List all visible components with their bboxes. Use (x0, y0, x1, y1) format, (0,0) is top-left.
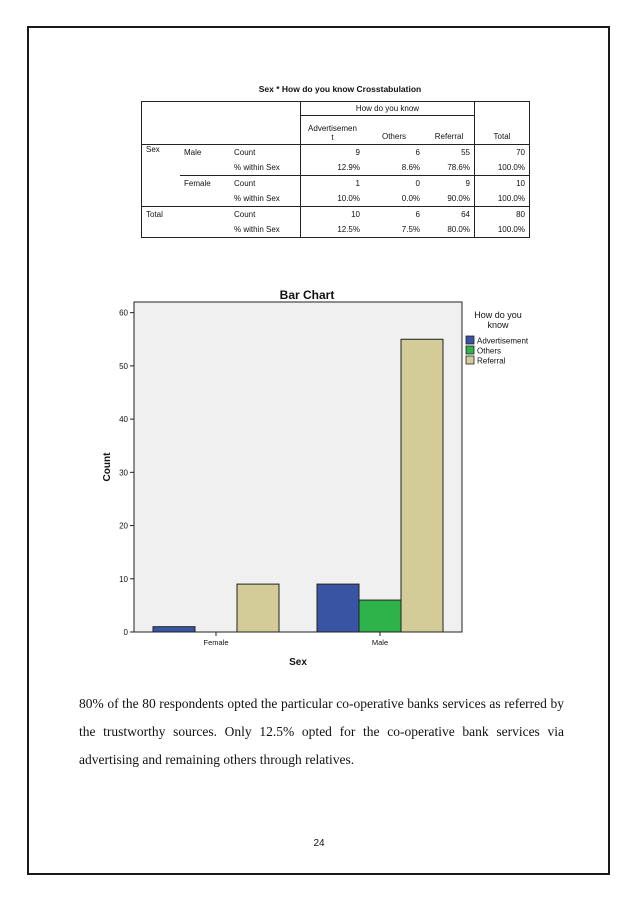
table-cell: 10 (301, 207, 365, 223)
legend-swatch (466, 346, 474, 354)
legend-title-line2: know (487, 320, 509, 330)
col-header-total: Total (475, 102, 530, 145)
col-header-advertisement: Advertisemen t (301, 116, 365, 145)
legend (466, 310, 529, 366)
crosstab-title: Sex * How do you know Crosstabulation (258, 84, 422, 94)
table-cell: 70 (475, 145, 530, 161)
table-cell: 0.0% (401, 194, 420, 203)
row-label-sex: Sex (142, 145, 181, 207)
page-number: 24 (313, 838, 325, 849)
bar (401, 339, 443, 632)
y-tick-label: 40 (119, 415, 128, 425)
x-tick-label: Female (203, 638, 229, 647)
body-paragraph: 80% of the 80 respondents opted the particular co-operative banks services as referred by the trustworthy sources. Only 12.5% opted for the co-operative bank services via advertising and remaining others through relatives. (79, 696, 564, 767)
table-cell: 12.5% (301, 222, 365, 238)
y-axis-label: Count (102, 452, 113, 482)
table-cell: 6 (415, 148, 420, 157)
bar (153, 627, 195, 632)
y-tick-label: 20 (119, 521, 128, 531)
table-cell: 1 (301, 176, 365, 192)
stat-label: Count (230, 176, 301, 192)
row-label-female: Female (180, 176, 230, 192)
y-tick-label: 50 (119, 361, 128, 371)
stat-label: % within Sex (234, 163, 280, 172)
table-cell: 9 (301, 145, 365, 161)
legend-label: Others (477, 346, 502, 356)
x-axis-label: Sex (289, 657, 307, 668)
bar (237, 584, 279, 632)
table-cell: 9 (424, 176, 475, 192)
y-tick-label: 30 (119, 468, 128, 478)
stat-label: % within Sex (234, 194, 280, 203)
table-cell: 80.0% (424, 222, 475, 238)
table-cell: 7.5% (364, 222, 424, 238)
stat-label: Count (234, 148, 256, 157)
table-cell: 10.0% (301, 191, 365, 207)
col-header-referral: Referral (424, 116, 475, 145)
table-cell: 80 (475, 207, 530, 223)
bar-chart (96, 284, 546, 674)
stat-label: Count (230, 207, 301, 223)
table-cell: 55 (424, 145, 475, 161)
table-cell: 64 (424, 207, 475, 223)
table-cell: 100.0% (475, 222, 530, 238)
table-cell: 6 (364, 207, 424, 223)
legend-label: Referral (477, 356, 506, 366)
crosstab-table (141, 101, 530, 238)
table-cell: 12.9% (301, 160, 365, 176)
legend-swatch (466, 336, 474, 344)
table-cell: 8.6% (401, 163, 420, 172)
table-cell: 100.0% (475, 160, 530, 176)
bar (359, 600, 401, 632)
y-tick-label: 0 (123, 628, 128, 637)
table-cell: 100.0% (475, 191, 530, 207)
bar (317, 584, 359, 632)
col-header-others: Others (364, 116, 424, 145)
y-axis (119, 309, 134, 637)
table-cell: 10 (475, 176, 530, 192)
row-label-male: Male (184, 148, 202, 157)
x-tick-label: Male (371, 638, 389, 647)
stat-label: % within Sex (230, 222, 301, 238)
chart-title: Bar Chart (279, 288, 335, 302)
legend-swatch (466, 356, 474, 364)
row-label-total: Total (142, 207, 231, 223)
x-axis (203, 632, 388, 647)
y-tick-label: 10 (119, 574, 128, 584)
table-cell: 90.0% (424, 191, 475, 207)
legend-label: Advertisement (477, 336, 529, 346)
group-header: How do you know (301, 102, 475, 116)
table-cell: 78.6% (424, 160, 475, 176)
y-tick-label: 60 (119, 308, 128, 318)
legend-title-line1: How do you (474, 310, 522, 320)
table-cell: 0 (364, 176, 424, 192)
